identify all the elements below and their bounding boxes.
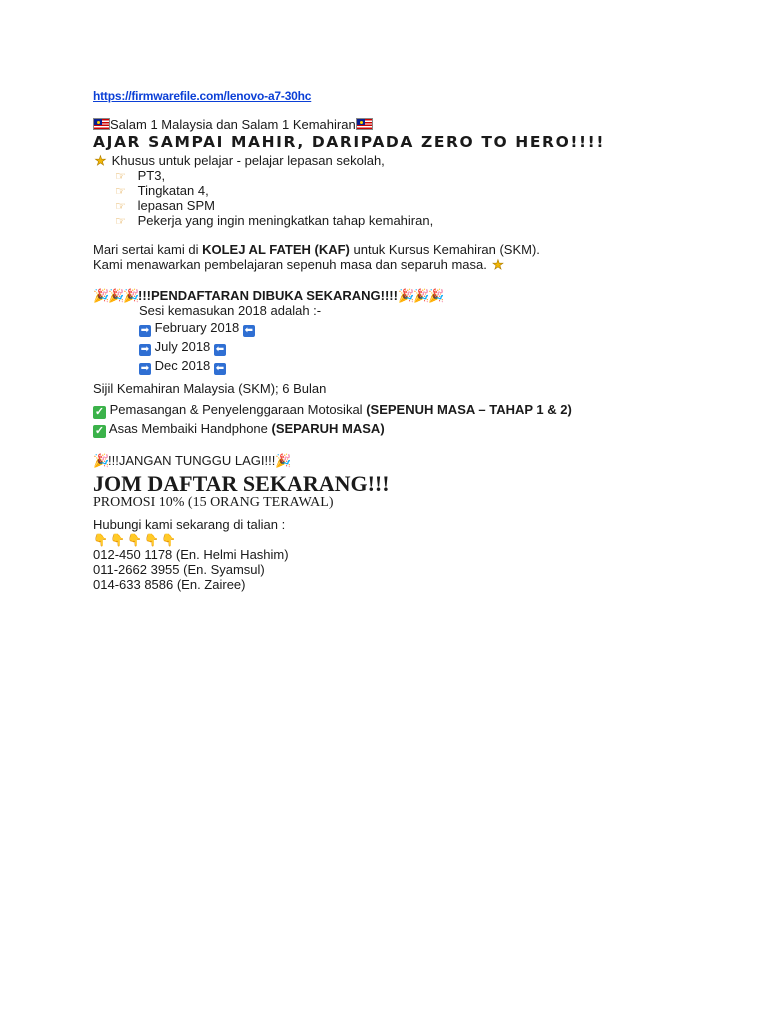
pointing-down-row <box>93 532 733 547</box>
hand-pointing-down-icon: 👇 <box>161 533 176 547</box>
certificate-line: Sijil Kemahiran Malaysia (SKM); 6 Bulan <box>93 381 327 396</box>
course-item <box>93 402 733 419</box>
invite-line-2 <box>93 257 733 272</box>
invite-line-2-text: Kami menawarkan pembelajaran sepenuh masa dan separuh masa. <box>93 257 487 272</box>
intake-date: Dec 2018 <box>154 358 211 373</box>
right-arrow-box-icon: ➡ <box>140 344 150 355</box>
target-intro-text: Khusus untuk pelajar - pelajar lepasan sekolah, <box>111 153 385 168</box>
contact-item: 014-633 8586 (En. Zairee) <box>93 577 246 592</box>
list-item <box>93 198 733 213</box>
party-popper-icon: 🎉 <box>412 288 430 303</box>
invite-pre: Mari sertai kami di <box>93 242 203 257</box>
list-item-text: PT3, <box>137 168 166 183</box>
party-popper-icon: 🎉 <box>93 453 110 468</box>
intake-item <box>93 358 733 375</box>
hand-pointing-right-icon: ☞ <box>115 214 126 228</box>
party-popper-icon: 🎉 <box>123 288 140 303</box>
list-item-text: lepasan SPM <box>137 198 215 213</box>
intake-date: February 2018 <box>154 320 240 335</box>
target-intro-line <box>93 153 733 168</box>
list-item-text: Tingkatan 4, <box>137 183 209 198</box>
hand-pointing-right-icon: ☞ <box>115 199 126 213</box>
contact-item: 011-2662 3955 (En. Syamsul) <box>93 562 265 577</box>
intake-item <box>93 320 733 337</box>
list-item <box>93 168 733 183</box>
registration-title: !!!PENDAFTARAN DIBUKA SEKARANG!!!! <box>138 288 398 303</box>
intake-date: July 2018 <box>154 339 211 354</box>
dont-wait-text: !!!JANGAN TUNGGU LAGI!!! <box>108 453 276 468</box>
right-arrow-box-icon: ➡ <box>140 325 150 336</box>
malaysia-flag-icon <box>356 118 373 130</box>
course-item <box>93 421 733 438</box>
list-item-text: Pekerja yang ingin meningkatkan tahap kemahiran, <box>137 213 434 228</box>
list-item <box>93 213 733 228</box>
party-popper-icon: 🎉 <box>397 288 415 303</box>
greeting-text: Salam 1 Malaysia dan Salam 1 Kemahiran <box>110 117 356 132</box>
course-mode: (SEPENUH MASA – TAHAP 1 & 2) <box>366 402 572 417</box>
intake-intro: Sesi kemasukan 2018 adalah :- <box>139 303 322 318</box>
left-arrow-box-icon: ⬅ <box>215 344 225 355</box>
party-popper-icon: 🎉 <box>108 288 125 303</box>
headline: AJAR SAMPAI MAHIR, DARIPADA ZERO TO HERO!!!! <box>93 133 606 151</box>
check-box-icon: ✓ <box>94 406 105 418</box>
right-arrow-box-icon: ➡ <box>140 363 150 374</box>
cta-heading: JOM DAFTAR SEKARANG!!! <box>93 471 390 496</box>
hand-pointing-down-icon: 👇 <box>127 533 142 547</box>
hand-pointing-down-icon: 👇 <box>110 533 125 547</box>
hand-pointing-down-icon: 👇 <box>93 533 108 547</box>
contact-intro: Hubungi kami sekarang di talian : <box>93 517 286 532</box>
hand-pointing-down-icon: 👇 <box>144 533 159 547</box>
contact-item: 012-450 1178 (En. Helmi Hashim) <box>93 547 289 562</box>
left-arrow-box-icon: ⬅ <box>215 363 225 374</box>
star-icon: ★ <box>492 257 504 272</box>
star-icon: ★ <box>94 153 107 168</box>
check-box-icon: ✓ <box>94 425 105 437</box>
hand-pointing-right-icon: ☞ <box>115 169 126 183</box>
invite-line <box>93 242 733 257</box>
greeting-line <box>93 117 733 132</box>
course-mode: (SEPARUH MASA) <box>271 421 385 436</box>
course-name: Pemasangan & Penyelenggaraan Motosikal <box>109 402 367 417</box>
left-arrow-box-icon: ⬅ <box>244 325 253 336</box>
course-name: Asas Membaiki Handphone <box>108 421 272 436</box>
college-name: KOLEJ AL FATEH (KAF) <box>202 242 350 257</box>
invite-post: untuk Kursus Kemahiran (SKM). <box>349 242 540 257</box>
party-popper-icon: 🎉 <box>93 288 110 303</box>
hand-pointing-right-icon: ☞ <box>115 184 126 198</box>
registration-line <box>93 288 733 303</box>
firmware-link[interactable]: https://firmwarefile.com/lenovo-a7-30hc <box>93 89 312 103</box>
promo-text: PROMOSI 10% (15 ORANG TERAWAL) <box>93 495 334 510</box>
list-item <box>93 183 733 198</box>
intake-item <box>93 339 733 356</box>
party-popper-icon: 🎉 <box>427 288 445 303</box>
dont-wait-line <box>93 453 733 468</box>
malaysia-flag-icon <box>93 118 110 130</box>
party-popper-icon: 🎉 <box>275 453 292 468</box>
document-page <box>93 88 733 592</box>
